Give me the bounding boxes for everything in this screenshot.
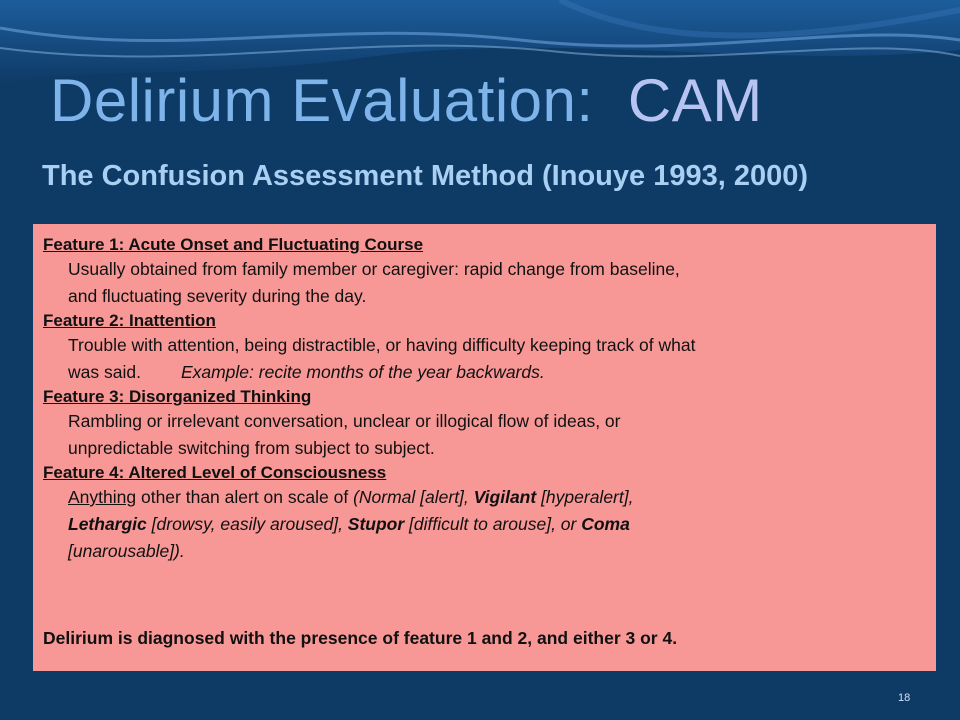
feature-2-example: Example: recite months of the year backwards. bbox=[180, 362, 545, 382]
feature-4-difficult: [difficult to arouse], or bbox=[404, 514, 582, 534]
slide-title-main: Delirium Evaluation: bbox=[50, 67, 594, 134]
feature-3-line: unpredictable switching from subject to subject. bbox=[68, 438, 435, 458]
feature-1-title: Feature 1: Acute Onset and Fluctuating Course bbox=[43, 235, 424, 254]
cam-criteria-box bbox=[33, 224, 936, 671]
feature-4-drowsy: [drowsy, easily aroused], bbox=[146, 514, 348, 534]
feature-1-description bbox=[68, 256, 926, 310]
feature-4-title: Feature 4: Altered Level of Consciousness bbox=[43, 463, 387, 482]
feature-4-vigilant: Vigilant bbox=[473, 487, 537, 507]
feature-3-title: Feature 3: Disorganized Thinking bbox=[43, 387, 312, 406]
feature-2-line bbox=[68, 359, 926, 386]
feature-3-line: Rambling or irrelevant conversation, unclear or illogical flow of ideas, or bbox=[68, 411, 621, 431]
feature-4-line bbox=[68, 484, 926, 511]
feature-4-unarousable: [unarousable]). bbox=[68, 541, 185, 561]
slide-title bbox=[50, 66, 763, 135]
slide-subtitle: The Confusion Assessment Method (Inouye 1993, 2000) bbox=[42, 160, 808, 192]
feature-4-other-than: other than alert on scale of bbox=[136, 487, 354, 507]
feature-4-anything: Anything bbox=[68, 487, 137, 507]
feature-2-said: was said. bbox=[68, 362, 141, 382]
feature-4-line bbox=[68, 511, 926, 538]
feature-3-description bbox=[68, 408, 926, 462]
feature-4-stupor: Stupor bbox=[347, 514, 405, 534]
feature-2-description bbox=[68, 332, 926, 386]
diagnosis-conclusion: Delirium is diagnosed with the presence of feature 1 and 2, and either 3 or 4. bbox=[43, 628, 678, 648]
feature-4-coma: Coma bbox=[581, 514, 630, 534]
feature-4-line bbox=[68, 538, 926, 565]
feature-2-line: Trouble with attention, being distractible, or having difficulty keeping track of what bbox=[68, 335, 696, 355]
feature-1-line: and fluctuating severity during the day. bbox=[68, 286, 367, 306]
feature-4-description bbox=[68, 484, 926, 565]
feature-4-normal: (Normal [alert], bbox=[353, 487, 474, 507]
page-number: 18 bbox=[898, 692, 911, 704]
feature-4-hyperalert: [hyperalert], bbox=[536, 487, 634, 507]
feature-1-line: Usually obtained from family member or caregiver: rapid change from baseline, bbox=[68, 259, 680, 279]
feature-2-title: Feature 2: Inattention bbox=[43, 311, 216, 330]
feature-4-lethargic: Lethargic bbox=[68, 514, 147, 534]
slide-title-accent: CAM bbox=[627, 67, 763, 134]
